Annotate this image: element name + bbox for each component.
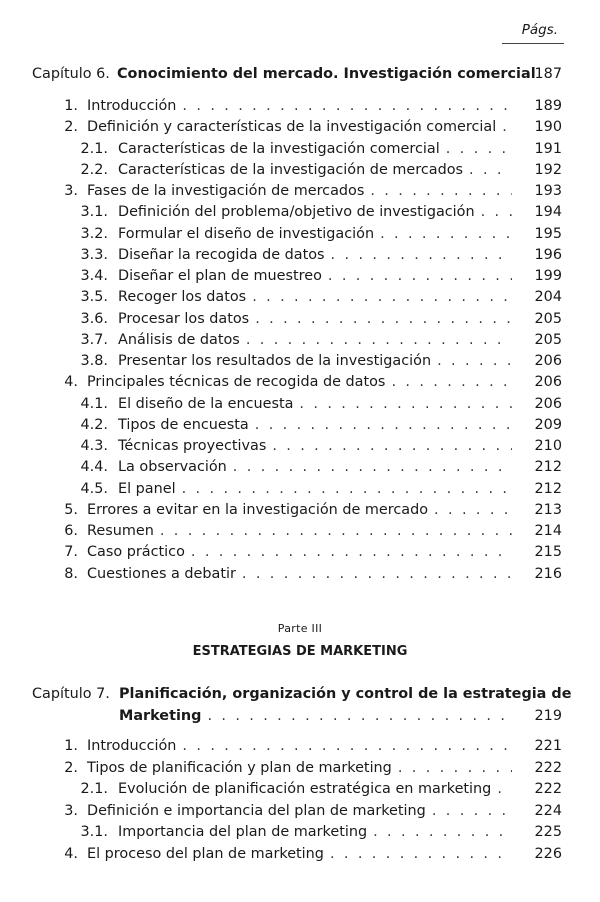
entry-title: Procesar los datos [118, 310, 250, 327]
entry-page: 214 [534, 523, 562, 539]
toc-entry [0, 204, 600, 224]
entry-number: 3.8. [80, 353, 108, 369]
entry-title: Importancia del plan de marketing [118, 824, 368, 840]
toc-entry [0, 119, 600, 139]
dot-leader [252, 289, 512, 305]
toc-entry [0, 289, 600, 309]
dot-leader [434, 502, 512, 518]
entry-number: 4.2. [80, 416, 108, 433]
entry-number: 3. [64, 802, 78, 819]
entry-page: 194 [534, 204, 562, 221]
part-label: Parte III [277, 622, 323, 635]
entry-title: Introducción [87, 738, 177, 754]
toc-entry [0, 481, 600, 501]
toc-entry [0, 566, 600, 586]
entry-title: Errores a evitar en la investigación de mercado [87, 501, 429, 518]
dot-leader [370, 183, 512, 199]
entry-title: Diseñar el plan de muestreo [118, 268, 322, 284]
entry-number: 2.1. [80, 140, 108, 157]
part-title: ESTRATEGIAS DE MARKETING [192, 644, 408, 659]
entry-page: 209 [534, 416, 562, 433]
dot-leader [182, 481, 512, 497]
dot-leader [246, 332, 512, 348]
entry-title: El proceso del plan de marketing [87, 845, 324, 862]
dot-leader [398, 760, 512, 776]
entry-title: El diseño de la encuesta [118, 395, 294, 412]
toc-entry [0, 98, 600, 118]
toc-entry [0, 544, 600, 564]
pages-column-header: Págs. [521, 22, 558, 38]
toc-entry [0, 438, 600, 458]
entry-number: 3.3. [80, 246, 108, 263]
dot-leader [469, 162, 512, 178]
header-rule [502, 43, 564, 44]
toc-entry [0, 523, 600, 543]
dot-leader [373, 824, 512, 840]
dot-leader [380, 226, 512, 242]
entry-number: 3.6. [80, 310, 108, 327]
toc-entry [0, 332, 600, 352]
entry-number: 2.2. [80, 161, 108, 178]
entry-number: 4. [64, 374, 78, 391]
entry-title: Introducción [87, 98, 177, 114]
entry-title: Principales técnicas de recogida de datos [87, 374, 386, 391]
entry-title: Análisis de datos [118, 331, 240, 348]
toc-entry [0, 824, 600, 844]
chapter-7-title-line1: Planificación, organización y control de la estrategia de [119, 686, 572, 702]
dot-leader [328, 268, 512, 284]
entry-number: 4.5. [80, 480, 108, 497]
dot-leader [160, 523, 512, 539]
entry-title: Definición e importancia del plan de marketing [87, 802, 426, 819]
entry-page: 224 [534, 802, 562, 819]
entry-number: 4. [64, 845, 78, 862]
dot-leader [272, 438, 512, 454]
entry-title: Recoger los datos [118, 289, 247, 306]
entry-page: 215 [534, 544, 562, 561]
entry-number: 8. [64, 565, 78, 582]
entry-title: Técnicas proyectivas [118, 438, 267, 454]
entry-title: Resumen [87, 523, 154, 539]
dot-leader [299, 396, 512, 412]
entry-page: 212 [534, 459, 562, 476]
entry-page: 189 [534, 98, 562, 114]
dot-leader [207, 708, 512, 724]
entry-number: 3.2. [80, 225, 108, 242]
entry-page: 191 [534, 140, 562, 157]
entry-page: 193 [534, 183, 562, 199]
entry-title: Presentar los resultados de la investigación [118, 353, 432, 369]
dot-leader [255, 311, 512, 327]
entry-number: 3.1. [80, 824, 108, 840]
entry-title: El panel [118, 480, 176, 497]
entry-number: 7. [64, 544, 78, 561]
dot-leader [481, 204, 512, 220]
entry-number: 5. [64, 501, 78, 518]
dot-leader [432, 803, 512, 819]
toc-entry [0, 162, 600, 182]
entry-number: 3. [64, 183, 78, 199]
entry-page: 199 [534, 268, 562, 284]
entry-title: Características de la investigación de mercados [118, 161, 464, 178]
entry-number: 2. [64, 759, 78, 776]
entry-number: 3.1. [80, 204, 108, 221]
toc-entry [0, 226, 600, 246]
entry-page: 221 [534, 738, 562, 754]
entry-number: 3.4. [80, 268, 108, 284]
entry-page: 213 [534, 501, 562, 518]
entry-page: 190 [534, 119, 562, 136]
dot-leader [437, 353, 512, 369]
entry-page: 226 [534, 845, 562, 862]
toc-entry [0, 417, 600, 437]
entry-page: 195 [534, 225, 562, 242]
dot-leader [391, 374, 512, 390]
entry-title: Tipos de planificación y plan de marketing [87, 759, 392, 776]
entry-title: Definición del problema/objetivo de investigación [118, 204, 475, 221]
entry-number: 3.5. [80, 289, 108, 306]
chapter-7-heading-line2 [0, 708, 600, 728]
entry-page: 192 [534, 161, 562, 178]
toc-entry [0, 141, 600, 161]
dot-leader [497, 781, 512, 797]
entry-title: Caso práctico [87, 544, 185, 561]
dot-leader [255, 417, 512, 433]
entry-number: 2. [64, 119, 78, 136]
entry-number: 6. [64, 523, 78, 539]
chapter-7-page: 219 [534, 708, 562, 724]
entry-title: Formular el diseño de investigación [118, 225, 375, 242]
toc-entry [0, 374, 600, 394]
entry-number: 2.1. [80, 781, 108, 797]
chapter-7-heading-line1 [0, 686, 600, 706]
entry-number: 4.4. [80, 459, 108, 476]
entry-page: 206 [534, 395, 562, 412]
entry-page: 222 [534, 781, 562, 797]
dot-leader [242, 566, 512, 582]
toc-entry [0, 268, 600, 288]
toc-entry [0, 247, 600, 267]
toc-entry [0, 738, 600, 758]
entry-title: Definición y características de la investigación comercial [87, 119, 497, 136]
dot-leader [182, 98, 512, 114]
entry-page: 205 [534, 331, 562, 348]
toc-entry [0, 502, 600, 522]
entry-title: Características de la investigación comercial [118, 140, 440, 157]
entry-number: 1. [64, 738, 78, 754]
dot-leader [330, 846, 512, 862]
entry-page: 206 [534, 374, 562, 391]
dot-leader [446, 141, 512, 157]
entry-page: 196 [534, 246, 562, 263]
entry-title: Tipos de encuesta [118, 416, 249, 433]
dot-leader [182, 738, 512, 754]
entry-page: 225 [534, 824, 562, 840]
chapter-6-title: Conocimiento del mercado. Investigación comercial [117, 66, 536, 82]
entry-number: 4.3. [80, 438, 108, 454]
entry-title: Diseñar la recogida de datos [118, 246, 325, 263]
toc-entry [0, 846, 600, 866]
chapter-7-title-line2: Marketing [119, 708, 202, 724]
entry-number: 3.7. [80, 331, 108, 348]
entry-page: 216 [534, 565, 562, 582]
dot-leader [191, 544, 512, 560]
entry-number: 4.1. [80, 395, 108, 412]
entry-page: 204 [534, 289, 562, 306]
toc-entry [0, 396, 600, 416]
entry-page: 206 [534, 353, 562, 369]
chapter-7-label: Capítulo 7. [32, 686, 110, 702]
entry-title: Cuestiones a debatir [87, 565, 236, 582]
toc-entry [0, 311, 600, 331]
chapter-6-page: 187 [534, 66, 562, 82]
dot-leader [502, 119, 512, 135]
entry-page: 212 [534, 480, 562, 497]
toc-entry [0, 803, 600, 823]
toc-entry [0, 459, 600, 479]
toc-entry [0, 760, 600, 780]
entry-title: Fases de la investigación de mercados [87, 183, 365, 199]
chapter-6-label: Capítulo 6. [32, 66, 110, 82]
entry-page: 222 [534, 759, 562, 776]
toc-entry [0, 183, 600, 203]
toc-entry [0, 353, 600, 373]
entry-page: 205 [534, 310, 562, 327]
dot-leader [233, 459, 512, 475]
chapter-6-heading [0, 66, 600, 86]
entry-title: Evolución de planificación estratégica en marketing [118, 781, 492, 797]
entry-number: 1. [64, 98, 78, 114]
entry-page: 210 [534, 438, 562, 454]
entry-title: La observación [118, 459, 227, 476]
toc-entry [0, 781, 600, 801]
dot-leader [331, 247, 512, 263]
